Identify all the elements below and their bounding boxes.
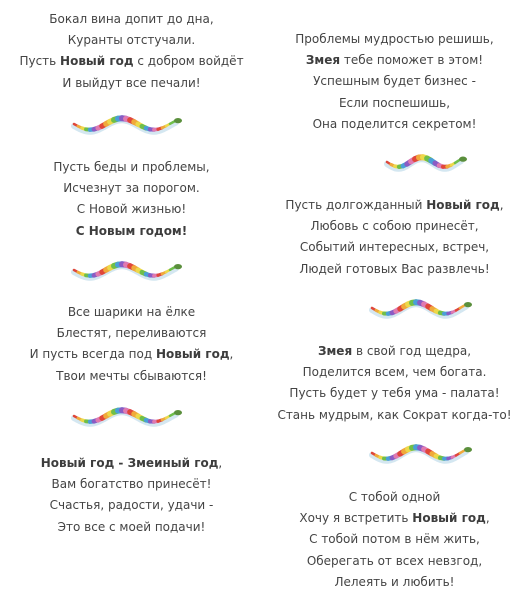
poem-line	[0, 73, 263, 94]
bold-phrase: Змея	[305, 53, 341, 68]
poem-line	[263, 508, 526, 529]
text-segment: Успешным будет бизнес -	[313, 74, 476, 89]
poem-line	[263, 114, 526, 135]
text-segment: Событий интересных, встреч,	[299, 240, 490, 255]
text-segment: И пусть всегда под	[29, 347, 156, 362]
poem-line	[0, 495, 263, 516]
text-segment: Твои мечты сбываются!	[56, 368, 207, 383]
text-segment: Вам богатство принесёт!	[51, 477, 212, 492]
bold-phrase: Новый год	[426, 198, 500, 212]
poem-line	[263, 551, 526, 572]
poem-stanza	[263, 487, 526, 593]
text-segment: Бокал вина допит до дна,	[49, 12, 214, 26]
poem-line	[0, 221, 263, 242]
text-segment: С тобой одной	[348, 490, 441, 504]
poem-line	[0, 178, 263, 199]
snake-divider-icon	[366, 295, 476, 321]
poem-line	[263, 383, 526, 404]
bold-phrase: Новый год	[412, 511, 486, 526]
poem-line	[263, 237, 526, 258]
bold-phrase: Новый год	[155, 347, 230, 362]
bold-phrase: С Новым годом!	[75, 223, 188, 238]
text-segment: Пусть беды и проблемы,	[53, 160, 210, 174]
text-segment: С Новой жизнью!	[76, 202, 187, 217]
text-segment: тебе поможет в этом!	[340, 53, 484, 68]
text-segment: Это все с моей подачи!	[57, 519, 206, 534]
poem-line	[0, 199, 263, 220]
bold-phrase: Новый год - Змеиный год	[40, 456, 219, 470]
poem-line	[263, 341, 526, 362]
poem-line	[263, 259, 526, 280]
poem-line	[0, 9, 263, 30]
text-segment: Счастья, радости, удачи -	[49, 498, 214, 513]
poem-stanza	[0, 157, 263, 242]
poem-line	[0, 30, 263, 51]
poem-line	[263, 71, 526, 92]
text-segment: Пусть долгожданный	[285, 198, 427, 212]
poem-line	[0, 51, 263, 72]
text-segment: И выйдут все печали!	[62, 75, 201, 90]
poem-stanza	[263, 29, 526, 135]
poem-line	[263, 405, 526, 426]
text-segment: Если поспешишь,	[338, 95, 451, 110]
text-segment: Людей готовых Вас развлечь!	[299, 261, 490, 276]
poem-line	[0, 517, 263, 538]
poem-line	[263, 50, 526, 71]
text-segment: Пусть	[19, 54, 61, 69]
poem-line	[0, 366, 263, 387]
text-segment: ,	[218, 456, 223, 470]
text-segment: Стань мудрым, как Сократ когда-то!	[277, 407, 512, 422]
poem-line	[263, 195, 526, 216]
poem-stanza	[263, 195, 526, 280]
text-segment: Она поделится секретом!	[312, 116, 477, 131]
poem-line	[0, 302, 263, 323]
poem-line	[263, 93, 526, 114]
text-segment: с добром войдёт	[133, 54, 244, 69]
poem-line	[263, 529, 526, 550]
text-segment: С тобой потом в нём жить,	[309, 532, 480, 547]
snake-divider-icon	[381, 151, 471, 173]
snake-divider-icon	[68, 257, 186, 283]
poem-stanza	[263, 341, 526, 426]
text-segment: Блестят, переливаются	[56, 326, 207, 341]
text-segment: в свой год щедра,	[352, 344, 472, 358]
text-segment: Проблемы мудростью решишь,	[295, 32, 494, 46]
text-segment: Поделится всем, чем богата.	[302, 365, 487, 380]
bold-phrase: Новый год	[60, 54, 134, 69]
snake-divider-icon	[366, 440, 476, 466]
text-segment: Оберегать от всех невзгод,	[306, 553, 483, 568]
poem-line	[0, 157, 263, 178]
poem-line	[263, 572, 526, 593]
text-segment: ,	[499, 198, 504, 212]
poem-line	[263, 216, 526, 237]
text-segment: ,	[485, 511, 490, 526]
poem-line	[0, 323, 263, 344]
text-segment: ,	[229, 347, 234, 362]
text-segment: Все шарики на ёлке	[67, 305, 196, 319]
poem-line	[263, 29, 526, 50]
text-segment: Лелеять и любить!	[334, 574, 455, 589]
text-segment: Хочу я встретить	[299, 511, 413, 526]
snake-divider-icon	[68, 403, 186, 429]
text-segment: Любовь с собою принесёт,	[310, 219, 479, 234]
text-segment: Исчезнут за порогом.	[63, 181, 200, 196]
poem-line	[0, 344, 263, 365]
poem-stanza	[0, 302, 263, 387]
poem-line	[263, 487, 526, 508]
poem-line	[0, 453, 263, 474]
poem-stanza	[0, 453, 263, 538]
poem-stanza	[0, 9, 263, 94]
snake-divider-icon	[68, 111, 186, 137]
text-segment: Куранты отстучали.	[67, 33, 196, 48]
poem-line	[263, 362, 526, 383]
bold-phrase: Змея	[317, 344, 353, 358]
text-segment: Пусть будет у тебя ума - палата!	[289, 386, 500, 401]
poem-line	[0, 474, 263, 495]
